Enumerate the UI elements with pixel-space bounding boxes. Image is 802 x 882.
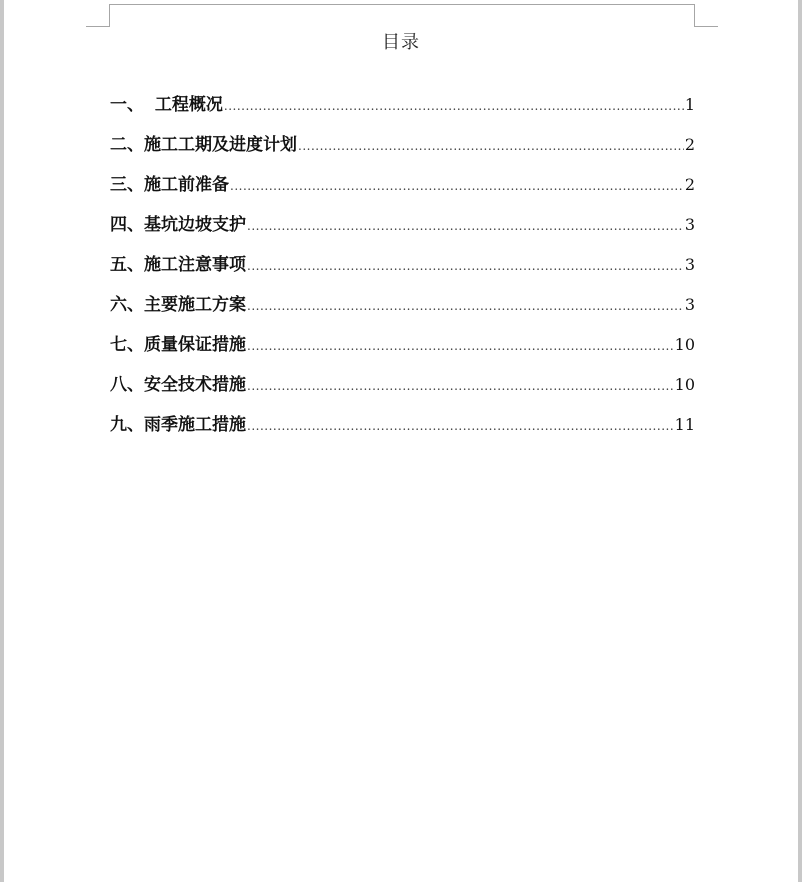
toc-leader-dots — [247, 419, 674, 433]
toc-entry-number: 五、 — [110, 255, 144, 275]
toc-list — [110, 90, 695, 450]
page-right-edge — [798, 0, 802, 882]
toc-entry-number: 四、 — [110, 215, 144, 235]
toc-entry-page: 11 — [674, 415, 695, 434]
toc-entry-text: 工程概况 — [154, 95, 223, 115]
toc-entry[interactable] — [110, 250, 695, 290]
crop-mark-right-horizontal — [694, 26, 718, 27]
toc-entry-page: 3 — [684, 295, 695, 314]
toc-leader-dots — [247, 219, 684, 233]
toc-entry-page: 3 — [684, 255, 695, 274]
crop-mark-right-vertical — [694, 4, 695, 27]
toc-leader-dots — [298, 139, 684, 153]
toc-entry-text: 施工前准备 — [144, 175, 229, 195]
toc-leader-dots — [247, 299, 684, 313]
toc-entry[interactable] — [110, 330, 695, 370]
toc-entry-page: 10 — [674, 335, 695, 354]
toc-entry-page: 2 — [684, 175, 695, 194]
crop-mark-left-vertical — [109, 4, 110, 27]
toc-leader-dots — [224, 99, 684, 113]
toc-entry-text: 安全技术措施 — [144, 375, 246, 395]
toc-entry[interactable] — [110, 130, 695, 170]
page-left-edge — [0, 0, 4, 882]
toc-entry[interactable] — [110, 210, 695, 250]
toc-entry-text: 基坑边坡支护 — [144, 215, 246, 235]
toc-entry[interactable] — [110, 370, 695, 410]
toc-entry-number: 二、 — [110, 135, 144, 155]
toc-leader-dots — [247, 259, 684, 273]
toc-entry[interactable] — [110, 90, 695, 130]
toc-entry-text: 主要施工方案 — [144, 295, 246, 315]
toc-entry-number: 八、 — [110, 375, 144, 395]
toc-entry-page: 10 — [674, 375, 695, 394]
toc-entry-text: 施工工期及进度计划 — [144, 135, 297, 155]
toc-leader-dots — [247, 339, 674, 353]
toc-entry-page: 3 — [684, 215, 695, 234]
toc-title: 目录 — [382, 32, 420, 53]
toc-entry-number: 一、 — [110, 95, 144, 115]
toc-entry-text: 施工注意事项 — [144, 255, 246, 275]
toc-entry-number: 七、 — [110, 335, 144, 355]
crop-mark-left-horizontal — [86, 26, 110, 27]
toc-entry-page: 1 — [684, 95, 695, 114]
toc-entry-text: 雨季施工措施 — [144, 415, 246, 435]
header-boundary-line — [109, 4, 695, 5]
toc-entry-number: 九、 — [110, 415, 144, 435]
toc-leader-dots — [230, 179, 684, 193]
toc-entry-text: 质量保证措施 — [144, 335, 246, 355]
toc-entry[interactable] — [110, 170, 695, 210]
toc-leader-dots — [247, 379, 674, 393]
toc-entry-page: 2 — [684, 135, 695, 154]
toc-entry[interactable] — [110, 290, 695, 330]
toc-entry-number: 三、 — [110, 175, 144, 195]
toc-entry[interactable] — [110, 410, 695, 450]
toc-entry-number: 六、 — [110, 295, 144, 315]
